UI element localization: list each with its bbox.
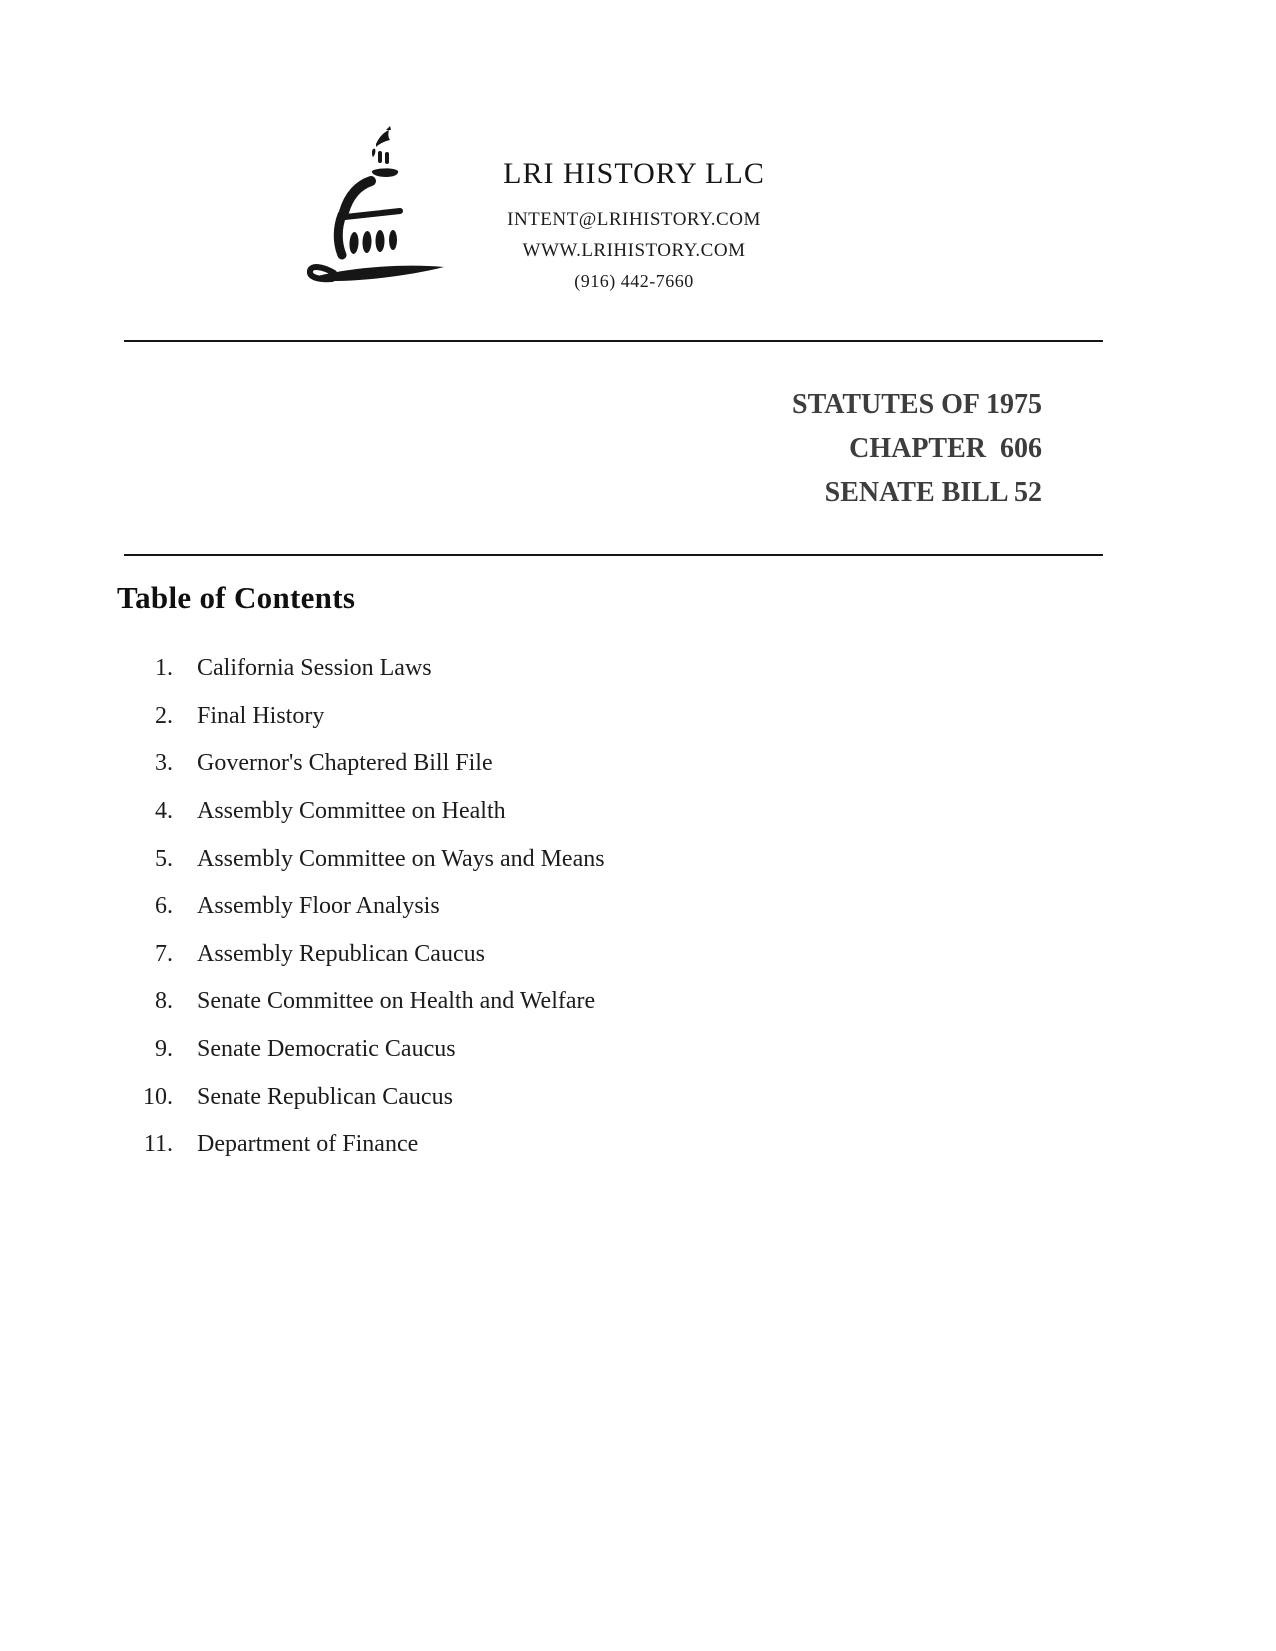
toc-item [118,1121,918,1169]
toc-item-label: Assembly Committee on Ways and Means [197,845,605,872]
toc-item-number: 9. [155,1036,173,1063]
company-email: INTENT@LRIHISTORY.COM [507,209,761,230]
toc-item [118,1026,918,1074]
company-phone: (916) 442-7660 [574,271,694,291]
toc-item-label: Assembly Floor Analysis [197,893,440,920]
toc-item-number: 4. [155,798,173,825]
horizontal-rule-bottom [124,554,1103,556]
toc-item-label: Assembly Committee on Health [197,798,506,825]
toc-item [118,931,918,979]
toc-item-number: 6. [155,893,173,920]
statutes-title-block [600,383,1042,515]
toc-item-number: 8. [155,988,173,1015]
toc-heading: Table of Contents [117,580,356,615]
toc-item-number: 11. [143,1131,173,1158]
toc-item-label: Senate Democratic Caucus [197,1036,456,1063]
toc-item [118,740,918,788]
toc-item-label: Department of Finance [197,1131,419,1158]
company-name: LRI HISTORY LLC [503,157,765,190]
toc-item-label: Assembly Republican Caucus [197,940,485,967]
horizontal-rule-top [124,340,1103,342]
toc-item [118,693,918,741]
toc-item-label: Senate Committee on Health and Welfare [197,988,596,1015]
toc-item-number: 5. [155,845,173,872]
toc-item-number: 2. [155,702,173,729]
toc-item-number: 3. [155,750,173,777]
toc-item-label: California Session Laws [197,655,432,682]
toc-item [118,1073,918,1121]
toc-item [118,645,918,693]
statutes-line: STATUTES OF 1975 [792,389,1042,420]
toc-item [118,835,918,883]
toc-item-number: 10. [143,1083,173,1110]
capitol-dome-sketch-icon [298,113,450,293]
toc-item-label: Senate Republican Caucus [197,1083,453,1110]
toc-item-number: 7. [155,940,173,967]
toc-item [118,978,918,1026]
toc-list [118,645,918,1169]
toc-item-label: Final History [197,702,325,729]
toc-item [118,788,918,836]
toc-item [118,883,918,931]
chapter-line: CHAPTER 606 [849,433,1042,464]
letterhead [434,156,834,297]
senate-bill-line: SENATE BILL 52 [824,477,1042,508]
toc-item-label: Governor's Chaptered Bill File [197,750,493,777]
company-website: WWW.LRIHISTORY.COM [522,240,746,261]
toc-item-number: 1. [155,655,173,682]
